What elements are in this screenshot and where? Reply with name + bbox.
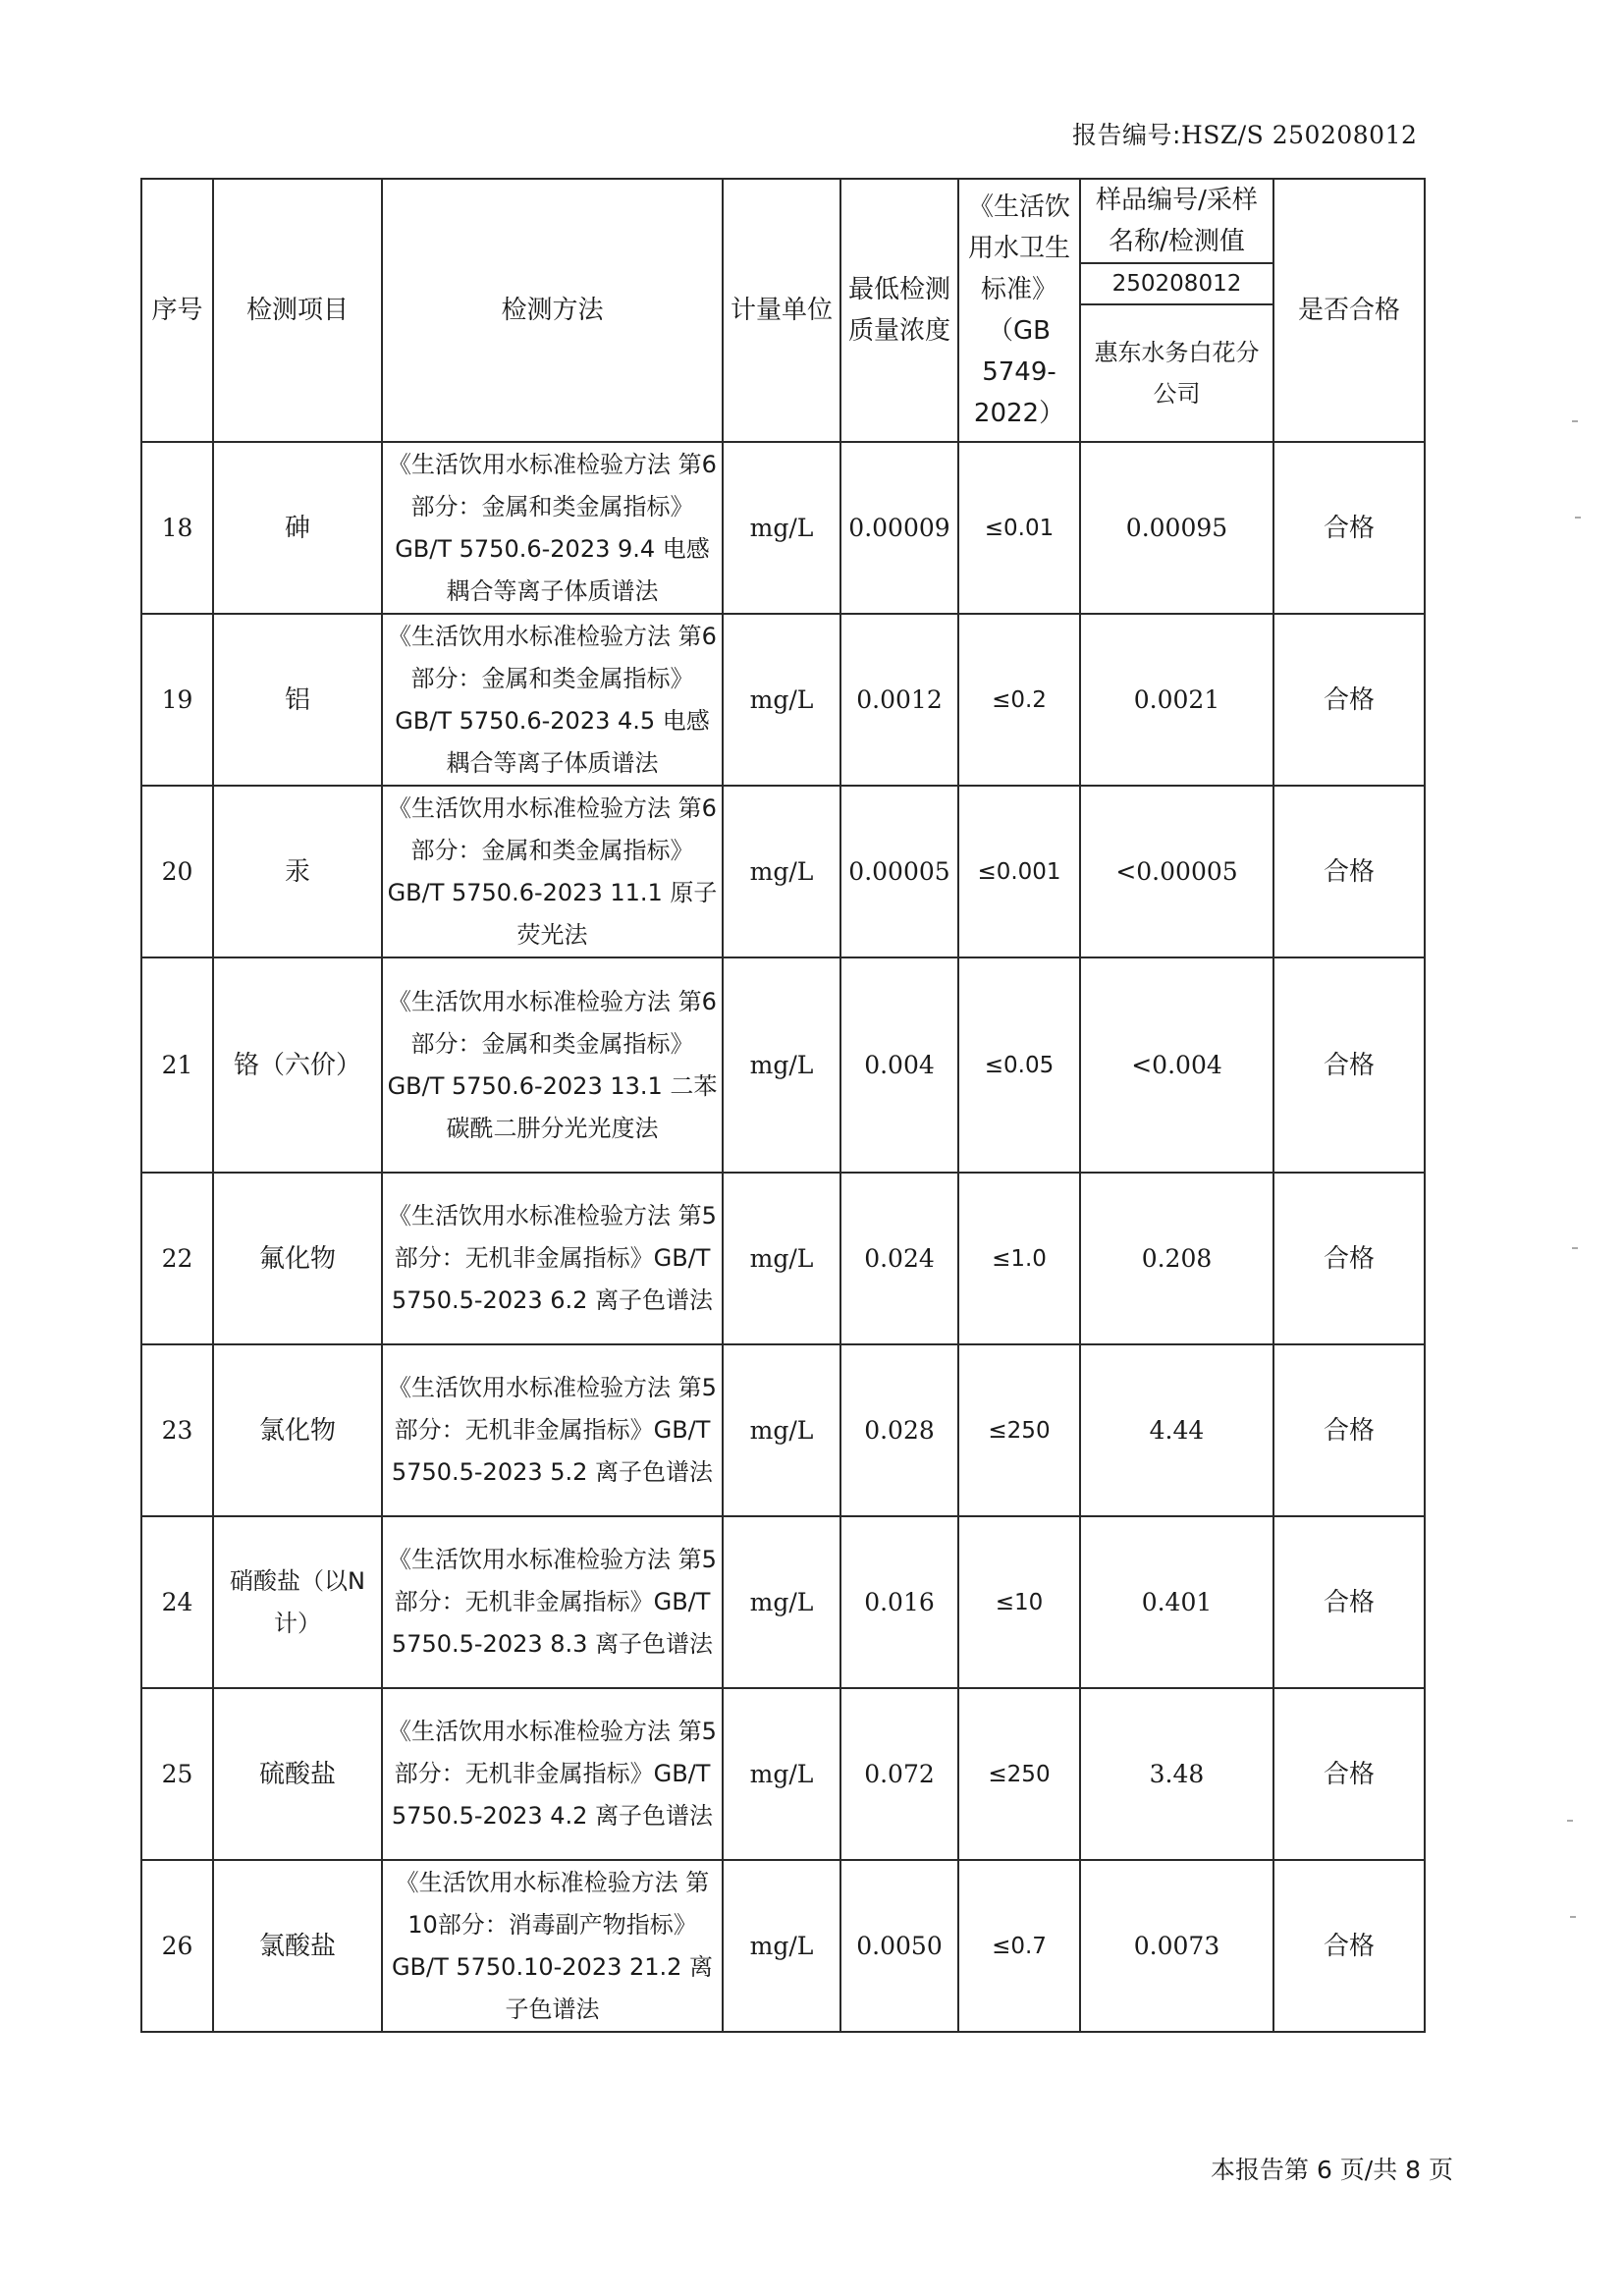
row-pass: 合格 — [1273, 614, 1425, 786]
results-table — [140, 178, 1426, 2033]
row-item: 铬（六价） — [213, 957, 382, 1173]
row-method: 《生活饮用水标准检验方法 第10部分：消毒副产物指标》GB/T 5750.10-2023 21.2 离子色谱法 — [382, 1860, 723, 2032]
row-value: 0.208 — [1080, 1173, 1273, 1344]
row-value: 3.48 — [1080, 1688, 1273, 1860]
row-limit: ≤0.2 — [958, 614, 1080, 786]
row-item: 氟化物 — [213, 1173, 382, 1344]
report-number-value: HSZ/S 250208012 — [1180, 121, 1418, 149]
row-lod: 0.028 — [840, 1344, 958, 1516]
scan-speck — [1572, 1247, 1578, 1249]
row-method: 《生活饮用水标准检验方法 第6部分：金属和类金属指标》GB/T 5750.6-2023 13.1 二苯碳酰二肼分光光度法 — [382, 957, 723, 1173]
row-unit: mg/L — [723, 957, 840, 1173]
table-row — [141, 442, 1425, 614]
row-item: 氯酸盐 — [213, 1860, 382, 2032]
row-method: 《生活饮用水标准检验方法 第5部分：无机非金属指标》GB/T 5750.5-2023 8.3 离子色谱法 — [382, 1516, 723, 1688]
row-limit: ≤250 — [958, 1344, 1080, 1516]
row-lod: 0.0050 — [840, 1860, 958, 2032]
row-pass: 合格 — [1273, 957, 1425, 1173]
row-value: 0.401 — [1080, 1516, 1273, 1688]
row-item: 砷 — [213, 442, 382, 614]
row-method: 《生活饮用水标准检验方法 第6部分：金属和类金属指标》GB/T 5750.6-2023 11.1 原子荧光法 — [382, 786, 723, 957]
row-limit: ≤0.01 — [958, 442, 1080, 614]
row-limit: ≤0.7 — [958, 1860, 1080, 2032]
scan-speck — [1572, 420, 1578, 422]
row-method: 《生活饮用水标准检验方法 第6部分：金属和类金属指标》GB/T 5750.6-2023 4.5 电感耦合等离子体质谱法 — [382, 614, 723, 786]
row-lod: 0.00009 — [840, 442, 958, 614]
header-sample-id: 250208012 — [1080, 263, 1273, 304]
row-value: 4.44 — [1080, 1344, 1273, 1516]
row-value: <0.00005 — [1080, 786, 1273, 957]
row-limit: ≤0.001 — [958, 786, 1080, 957]
row-limit: ≤250 — [958, 1688, 1080, 1860]
row-value: 0.00095 — [1080, 442, 1273, 614]
row-pass: 合格 — [1273, 442, 1425, 614]
header-sample-name: 惠东水务白花分公司 — [1080, 304, 1273, 442]
row-item: 铝 — [213, 614, 382, 786]
report-number-label: 报告编号: — [1072, 121, 1181, 149]
row-unit: mg/L — [723, 786, 840, 957]
row-seq: 20 — [141, 786, 213, 957]
row-lod: 0.016 — [840, 1516, 958, 1688]
row-value: 0.0073 — [1080, 1860, 1273, 2032]
row-seq: 21 — [141, 957, 213, 1173]
header-seq: 序号 — [141, 179, 213, 442]
row-seq: 24 — [141, 1516, 213, 1688]
row-seq: 25 — [141, 1688, 213, 1860]
row-lod: 0.00005 — [840, 786, 958, 957]
row-unit: mg/L — [723, 1173, 840, 1344]
table-row — [141, 1173, 1425, 1344]
row-seq: 19 — [141, 614, 213, 786]
row-pass: 合格 — [1273, 786, 1425, 957]
header-standard: 《生活饮用水卫生标准》（GB 5749-2022） — [958, 179, 1080, 442]
row-unit: mg/L — [723, 614, 840, 786]
row-limit: ≤10 — [958, 1516, 1080, 1688]
row-lod: 0.0012 — [840, 614, 958, 786]
row-value: <0.004 — [1080, 957, 1273, 1173]
scan-speck — [1575, 517, 1581, 519]
table-row — [141, 1860, 1425, 2032]
row-pass: 合格 — [1273, 1688, 1425, 1860]
row-pass: 合格 — [1273, 1860, 1425, 2032]
table-row — [141, 614, 1425, 786]
row-seq: 26 — [141, 1860, 213, 2032]
row-seq: 22 — [141, 1173, 213, 1344]
table-row — [141, 1688, 1425, 1860]
header-lod: 最低检测质量浓度 — [840, 179, 958, 442]
row-pass: 合格 — [1273, 1173, 1425, 1344]
row-item: 硝酸盐（以N计） — [213, 1516, 382, 1688]
row-item: 氯化物 — [213, 1344, 382, 1516]
row-unit: mg/L — [723, 1860, 840, 2032]
row-method: 《生活饮用水标准检验方法 第6部分：金属和类金属指标》GB/T 5750.6-2023 9.4 电感耦合等离子体质谱法 — [382, 442, 723, 614]
row-seq: 23 — [141, 1344, 213, 1516]
header-unit: 计量单位 — [723, 179, 840, 442]
header-sample-group: 样品编号/采样名称/检测值 — [1080, 179, 1273, 263]
row-limit: ≤0.05 — [958, 957, 1080, 1173]
row-item: 汞 — [213, 786, 382, 957]
table-row — [141, 1516, 1425, 1688]
row-item: 硫酸盐 — [213, 1688, 382, 1860]
table-row — [141, 1344, 1425, 1516]
header-method: 检测方法 — [382, 179, 723, 442]
row-lod: 0.004 — [840, 957, 958, 1173]
row-method: 《生活饮用水标准检验方法 第5部分：无机非金属指标》GB/T 5750.5-2023 6.2 离子色谱法 — [382, 1173, 723, 1344]
scan-speck — [1567, 1820, 1573, 1822]
row-lod: 0.024 — [840, 1173, 958, 1344]
page-footer: 本报告第 6 页/共 8 页 — [1211, 2156, 1454, 2184]
row-unit: mg/L — [723, 1688, 840, 1860]
table-row — [141, 957, 1425, 1173]
row-limit: ≤1.0 — [958, 1173, 1080, 1344]
row-lod: 0.072 — [840, 1688, 958, 1860]
row-value: 0.0021 — [1080, 614, 1273, 786]
row-pass: 合格 — [1273, 1344, 1425, 1516]
report-number — [1072, 116, 1417, 151]
row-method: 《生活饮用水标准检验方法 第5部分：无机非金属指标》GB/T 5750.5-2023 5.2 离子色谱法 — [382, 1344, 723, 1516]
header-pass: 是否合格 — [1273, 179, 1425, 442]
scan-speck — [1570, 1916, 1576, 1918]
row-pass: 合格 — [1273, 1516, 1425, 1688]
row-unit: mg/L — [723, 1516, 840, 1688]
row-seq: 18 — [141, 442, 213, 614]
row-method: 《生活饮用水标准检验方法 第5部分：无机非金属指标》GB/T 5750.5-2023 4.2 离子色谱法 — [382, 1688, 723, 1860]
header-item: 检测项目 — [213, 179, 382, 442]
row-unit: mg/L — [723, 442, 840, 614]
row-unit: mg/L — [723, 1344, 840, 1516]
table-row — [141, 786, 1425, 957]
